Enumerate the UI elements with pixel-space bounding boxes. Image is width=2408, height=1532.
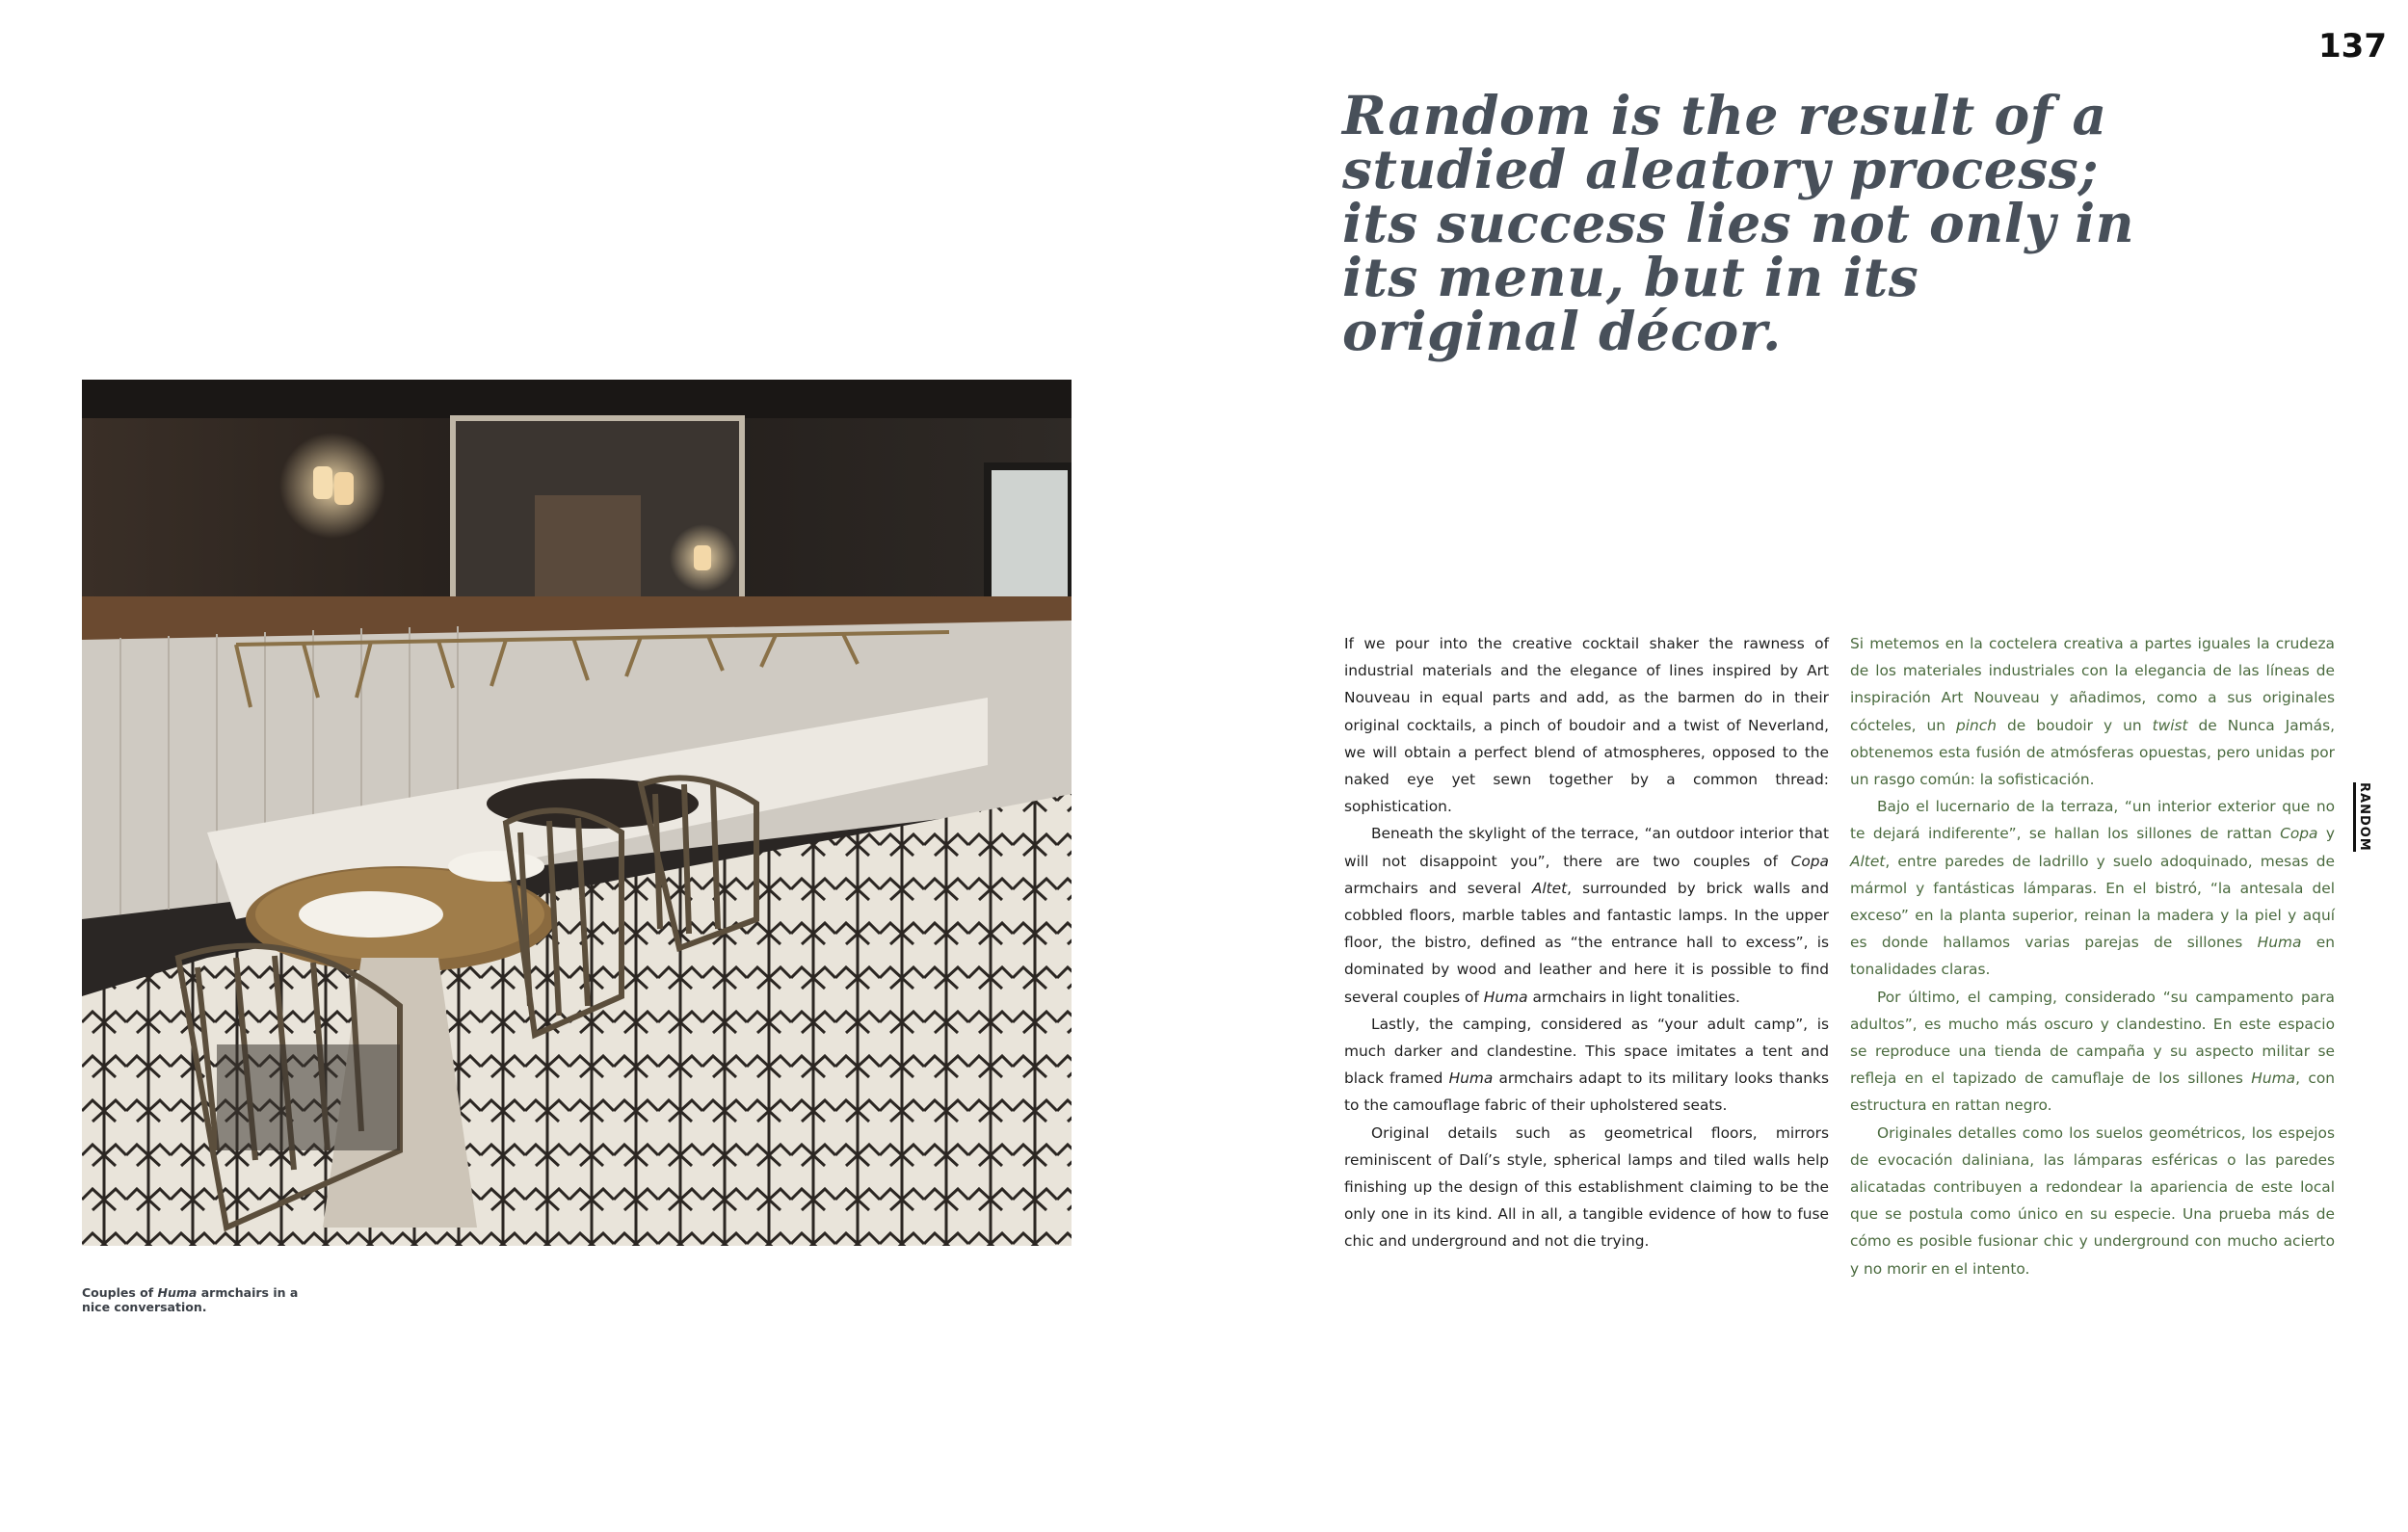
photo-caption: Couples of Huma armchairs in a nice conversation. <box>82 1285 299 1314</box>
body-paragraph: Lastly, the camping, considered as “your adult camp”, is much darker and clandestine. This space imitates a tent and black framed Huma armchairs adapt to its military looks thanks to the camouflage fabric of their upholstered seats. <box>1344 1015 1829 1115</box>
body-paragraph: Bajo el lucernario de la terraza, “un interior exterior que no te dejará indiferente”, se hallan los sillones de rattan Copa y Altet, entre paredes de ladrillo y suelo adoquinado, mesas de mármol y fantásticas lámparas. En el bistró, “la antesala del exceso” en la planta superior, reinan la madera y la piel y aquí es donde hallamos varias parejas de sillones Huma en tonalidades claras. <box>1850 798 2335 979</box>
body-text-english <box>1344 630 1829 1255</box>
body-paragraph: Originales detalles como los suelos geométricos, los espejos de evocación daliniana, las lámparas esféricas o las paredes alicatadas contribuyen a redondear la apariencia de este local que se postula como único en su especie. Una prueba más de cómo es posible fusionar chic y underground con mucho acierto y no morir en el intento. <box>1850 1123 2335 1278</box>
pull-quote: Random is the result of a studied aleatory process; its success lies not only in its menu, but in its original décor. <box>1342 84 2135 362</box>
page-number: 137 <box>2318 27 2387 66</box>
body-paragraph: Original details such as geometrical floors, mirrors reminiscent of Dalí’s style, spherical lamps and tiled walls help finishing up the design of this establishment claiming to be the only one in its kind. All in all, a tangible evidence of how to fuse chic and underground and not die trying. <box>1344 1123 1829 1251</box>
body-paragraph: Si metemos en la coctelera creativa a partes iguales la crudeza de los materiales industriales con la elegancia de las líneas de inspiración Art Nouveau y añadimos, como a sus originales cócteles, un pinch de boudoir y un twist de Nunca Jamás, obtenemos esta fusión de atmósferas opuestas, pero unidas por un rasgo común: la sofisticación. <box>1850 635 2335 789</box>
body-text-spanish <box>1850 630 2335 1282</box>
section-tab: RANDOM <box>2353 782 2371 852</box>
body-paragraph: Beneath the skylight of the terrace, “an outdoor interior that will not disappoint you”, there are two couples of Copa armchairs and several Altet, surrounded by brick walls and cobbled floors, marble tables and fantastic lamps. In the upper floor, the bistro, defined as “the entrance hall to excess”, is dominated by wood and leather and here it is possible to find several couples of Huma armchairs in light tonalities. <box>1344 825 1830 1006</box>
body-paragraph: If we pour into the creative cocktail shaker the rawness of industrial materials and the elegance of lines inspired by Art Nouveau in equal parts and add, as the barmen do in their original cocktails, a pinch of boudoir and a twist of Neverland, we will obtain a perfect blend of atmospheres, opposed to the naked eye yet sewn together by a common thread: sophistication. <box>1344 635 1829 816</box>
restaurant-photo <box>82 380 1072 1246</box>
body-paragraph: Por último, el camping, considerado “su campamento para adultos”, es mucho más oscuro y clandestino. En este espacio se reproduce una tienda de campaña y su aspecto militar se refleja en el tapizado de camuflaje de los sillones Huma, con estructura en rattan negro. <box>1850 988 2335 1115</box>
